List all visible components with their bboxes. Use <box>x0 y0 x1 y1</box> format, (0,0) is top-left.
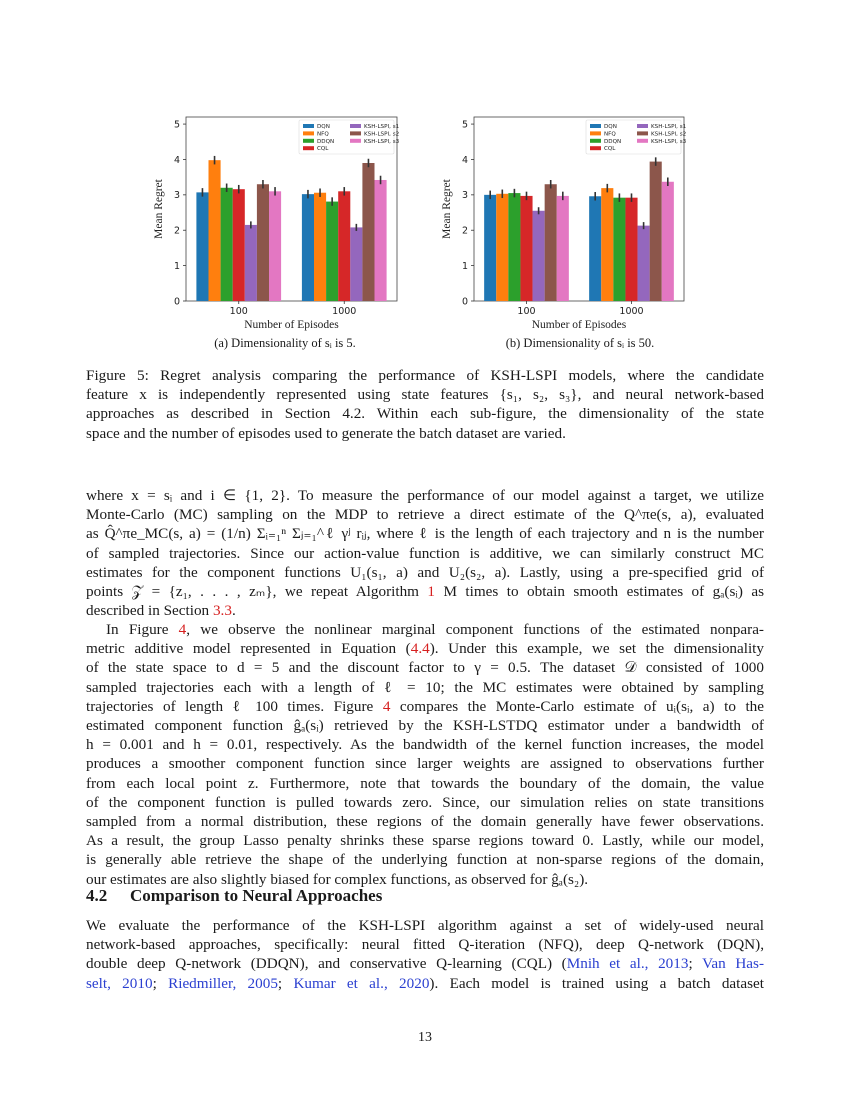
citation-link[interactable]: Mnih et al., 2013 <box>566 955 689 973</box>
legend-label: KSH-LSPI, s3 <box>364 138 400 145</box>
text: double deep Q-network (DDQN), and conservative Q-learning (CQL) ( <box>86 955 567 973</box>
y-tick-label: 2 <box>461 225 468 237</box>
text: ). Each model is trained using a batch dataset <box>429 974 764 992</box>
figure-5b <box>438 108 698 333</box>
bar <box>508 193 520 301</box>
equation-ref-link[interactable]: 4.4 <box>410 640 430 658</box>
x-tick-label: 100 <box>229 306 248 317</box>
text-line: h = 0.001 and h = 0.01, respectively. As the bandwidth of the kernel function increases, the model <box>86 736 764 754</box>
caption-line: space and the number of episodes used to generate the batch dataset are varied. <box>86 424 566 442</box>
legend-label: DDQN <box>604 138 622 145</box>
paragraph-1 <box>86 486 764 620</box>
legend-swatch <box>637 139 648 143</box>
bar <box>338 191 350 301</box>
legend-label: KSH-LSPI, s1 <box>364 124 400 130</box>
legend-label: CQL <box>317 146 329 153</box>
bar <box>533 211 545 301</box>
bar <box>326 202 338 301</box>
citation-link[interactable]: Van Has- <box>702 955 764 973</box>
legend-swatch <box>303 139 314 143</box>
text-line: estimates for the component functions U₁(s₁, a) and U₂(s₂, a). Lastly, using a pre-specified grid of <box>86 563 764 581</box>
bar <box>314 193 326 301</box>
text-line <box>86 601 764 620</box>
algorithm-ref-link[interactable]: 1 <box>427 583 436 601</box>
bar <box>496 194 508 301</box>
section-heading <box>86 886 382 906</box>
text: ; <box>152 974 169 992</box>
section-number: 4.2 <box>86 886 108 905</box>
bar <box>484 195 496 301</box>
legend-label: CQL <box>604 146 616 153</box>
bar <box>269 191 281 301</box>
legend-swatch <box>590 146 601 150</box>
text-line: As a result, the group Lasso penalty shrinks these sparse regions toward 0. Lastly, while our model, <box>86 832 764 850</box>
text-line <box>86 954 764 973</box>
text-line: Monte-Carlo (MC) sampling on the MDP to retrieve a direct estimate of the Q^πe(s, a), evaluated <box>86 506 764 524</box>
legend-label: KSH-LSPI, s2 <box>651 131 687 138</box>
bar <box>545 184 557 301</box>
text: ). Under this example, we set the dimensionality <box>429 640 764 658</box>
legend-label: KSH-LSPI, s3 <box>651 138 687 145</box>
text-line: sampled trajectories each with a length of ℓ = 10; the MC estimates were obtained by sampling <box>86 678 764 696</box>
paragraph-2 <box>86 620 764 889</box>
text-line: network-based approaches, specifically: neural fitted Q-iteration (NFQ), deep Q-network (DQN), <box>86 936 764 954</box>
text-line <box>86 582 764 601</box>
text-line: of the state space to d = 5 and the discount factor to γ = 0.5. The dataset 𝒟 consisted of 1000 <box>86 659 764 677</box>
bar <box>221 188 233 301</box>
legend-swatch <box>637 124 648 128</box>
text-line: our estimates are also slightly biased for complex functions, as observed for ĝₐ(s₂). <box>86 870 589 888</box>
x-axis-label: Number of Episodes <box>244 319 339 331</box>
text-line: of sampled trajectories. Since our action-value function is additive, we can similarly construct MC <box>86 544 764 562</box>
text-line: where x = sᵢ and i ∈ {1, 2}. To measure the performance of our model against a target, we utilize <box>86 487 764 504</box>
bar <box>245 225 257 301</box>
y-tick-label: 5 <box>461 119 468 131</box>
text-line <box>86 697 764 716</box>
legend-swatch <box>303 146 314 150</box>
bar <box>601 188 613 301</box>
y-tick-label: 3 <box>461 190 468 202</box>
y-tick-label: 3 <box>173 190 180 202</box>
x-tick-label: 100 <box>517 306 536 317</box>
text: ; <box>277 974 294 992</box>
bar <box>650 162 662 301</box>
paragraph-3 <box>86 916 764 993</box>
text: trajectories of length ℓ 100 times. Figure <box>86 697 383 715</box>
y-tick-label: 5 <box>173 119 180 131</box>
bar <box>589 196 601 301</box>
text-line: sampled from a normal distribution, these regions of the domain generally have fewer observations. <box>86 813 764 831</box>
bar <box>638 226 650 301</box>
figure-ref-link[interactable]: 4 <box>178 621 187 638</box>
figure-caption <box>86 366 764 443</box>
text-line <box>86 974 764 993</box>
text-line: as Q̂^πe_MC(s, a) = (1/n) Σᵢ₌₁ⁿ Σⱼ₌₁^ℓ γʲ rᵢⱼ, where ℓ is the length of each trajectory and n is the number <box>86 525 764 543</box>
legend-label: KSH-LSPI, s1 <box>651 124 687 130</box>
text-line: from each local point z. Furthermore, note that towards the boundary of the domain, the value <box>86 774 764 792</box>
citation-link[interactable]: Riedmiller, 2005 <box>168 974 278 992</box>
legend-swatch <box>590 131 601 135</box>
text-line <box>86 639 764 658</box>
legend-swatch <box>590 124 601 128</box>
text-line: We evaluate the performance of the KSH-LSPI algorithm against a set of widely-used neural <box>86 917 764 934</box>
y-tick-label: 0 <box>461 296 468 308</box>
x-tick-label: 1000 <box>332 306 357 317</box>
y-tick-label: 1 <box>461 260 468 272</box>
legend-swatch <box>303 131 314 135</box>
y-axis-label: Mean Regret <box>441 179 453 239</box>
legend-swatch <box>590 139 601 143</box>
bar <box>233 189 245 301</box>
text: compares the Monte-Carlo estimate of uᵢ(sᵢ, a) to the <box>390 697 764 715</box>
text-line: produces a smoother component function since larger weights are assigned to observations further <box>86 755 764 773</box>
y-tick-label: 4 <box>173 154 180 166</box>
text-line: is generally able retrieve the shape of the underlying function at non-sparse regions of the domain, <box>86 851 764 869</box>
figure-5a <box>150 108 410 333</box>
bar-chart-a <box>150 108 410 333</box>
legend-swatch <box>350 124 361 128</box>
y-tick-label: 2 <box>173 225 180 237</box>
bar-chart-b <box>438 108 698 333</box>
caption-line: approaches as described in Section 4.2. Within each sub-figure, the dimensionality of the state <box>86 405 764 423</box>
y-tick-label: 1 <box>173 260 180 272</box>
legend-label: NFQ <box>317 131 329 138</box>
subcaption-a: (a) Dimensionality of sᵢ is 5. <box>214 336 356 350</box>
bar <box>209 160 221 301</box>
bar <box>257 184 269 301</box>
bar <box>196 192 208 301</box>
bar <box>557 196 569 301</box>
caption-line: feature x is independently represented using state features {s₁, s₂, s₃}, and neural network-based <box>86 386 764 404</box>
legend-label: DQN <box>317 124 330 130</box>
bar <box>362 163 374 301</box>
x-axis-label: Number of Episodes <box>531 319 627 331</box>
text-line: estimated component function ĝₐ(sᵢ) retrieved by the KSH-LSTDQ estimator under a bandwidth of <box>86 717 764 735</box>
bar <box>302 194 314 301</box>
text: described in Section <box>86 602 213 620</box>
y-tick-label: 4 <box>461 154 468 166</box>
figure-ref-link[interactable]: 4 <box>382 697 391 715</box>
subcaption-b: (b) Dimensionality of sᵢ is 50. <box>505 336 655 350</box>
legend-label: DQN <box>604 124 617 130</box>
text: ; <box>688 955 703 973</box>
bar <box>375 180 387 301</box>
legend-label: NFQ <box>604 131 616 138</box>
legend-label: DDQN <box>317 138 335 145</box>
legend-swatch <box>350 131 361 135</box>
bar <box>350 227 362 301</box>
legend-label: KSH-LSPI, s2 <box>364 131 400 138</box>
citation-link[interactable]: Kumar et al., 2020 <box>293 974 430 992</box>
bar <box>520 196 532 301</box>
y-tick-label: 0 <box>173 296 180 308</box>
y-axis-label: Mean Regret <box>153 179 165 239</box>
text-line: of the component function is pulled towards zero. Since, our simulation relies on state transitions <box>86 793 764 811</box>
legend-swatch <box>350 139 361 143</box>
text: . <box>231 602 236 620</box>
page-number: 13 <box>418 1030 432 1045</box>
bar <box>662 182 674 301</box>
text: points 𝒵 = {z₁, . . . , zₘ}, we repeat Algorithm <box>86 583 428 601</box>
citation-link[interactable]: selt, 2010 <box>86 974 153 992</box>
text-line <box>86 620 764 639</box>
text: metric additive model represented in Equation ( <box>86 640 411 658</box>
bar <box>613 198 625 301</box>
x-tick-label: 1000 <box>619 306 644 317</box>
text: In Figure <box>106 621 179 638</box>
section-ref-link[interactable]: 3.3 <box>212 602 232 620</box>
legend-swatch <box>637 131 648 135</box>
bar <box>625 198 637 301</box>
text: M times to obtain smooth estimates of gₐ(sᵢ) as <box>435 583 764 601</box>
legend-swatch <box>303 124 314 128</box>
section-title: Comparison to Neural Approaches <box>130 886 383 905</box>
caption-line: Figure 5: Regret analysis comparing the performance of KSH-LSPI models, where the candidate <box>86 367 764 384</box>
text: , we observe the nonlinear marginal component functions of the estimated nonpara- <box>186 621 764 638</box>
